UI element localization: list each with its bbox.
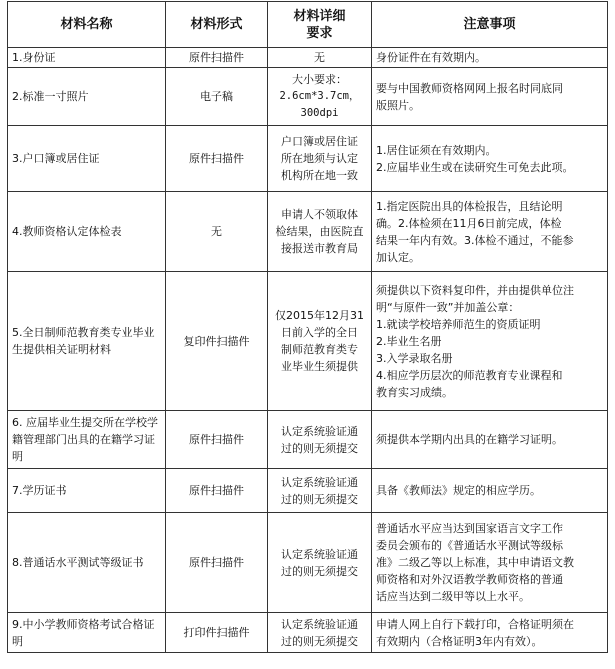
row-material-notes [372,68,608,126]
req-line: 日前入学的全日 [281,326,358,339]
table-row [8,513,608,613]
note-line: 1.指定医院出具的体检报告，且结论明 [376,199,563,213]
header-material-form: 材料形式 [166,2,268,48]
row-material-form: 打印件扫描件 [166,613,268,653]
req-line: 大小要求： [292,73,347,86]
table-row [8,48,608,68]
row-material-name: 8.普通话水平测试等级证书 [8,513,166,613]
row-material-notes [372,613,608,653]
row-material-notes [372,192,608,272]
table-row [8,192,608,272]
note-line: 2.毕业生名册 [376,334,442,348]
row-material-requirements [268,192,372,272]
note-line: 确。2.体检须在11月6日前完成，体检 [376,216,562,230]
req-line: 认定系统验证通 [281,424,358,438]
req-line: 认定系统验证通 [281,617,358,631]
row-material-requirements [268,126,372,192]
req-line: 过的则无须提交 [281,441,358,455]
note-line: 1.居住证须在有效期内。 [376,143,497,157]
row-material-requirements [268,411,372,469]
req-line: 机构所在地一致 [281,169,358,182]
note-line: 2.应届毕业生或在读研究生可免去此项。 [376,160,574,174]
table-row [8,272,608,411]
table-row [8,613,608,653]
note-line: 1.就读学校培养师范生的资质证明 [376,317,541,331]
note-line: 加认定。 [376,250,420,264]
row-material-name: 2.标准一寸照片 [8,68,166,126]
row-material-form: 原件扫描件 [166,48,268,68]
row-material-notes [372,126,608,192]
row-material-form: 原件扫描件 [166,411,268,469]
row-material-form: 电子稿 [166,68,268,126]
row-material-requirements [268,272,372,411]
req-line: 无 [314,51,325,64]
note-line: 话应当达到二级甲等以上水平。 [376,590,530,603]
header-material-requirements [268,2,372,48]
note-line: 普通话水平应当达到国家语言文字工作 [376,522,563,535]
note-line: 须提供本学期内出具的在籍学习证明。 [376,433,563,446]
row-material-notes [372,272,608,411]
header-material-name: 材料名称 [8,2,166,48]
table-header-row [8,2,608,48]
table-row [8,68,608,126]
req-line: 接报送市教育局 [281,242,358,255]
row-material-requirements [268,613,372,653]
note-line: 结果一年内有效。3.体检不通过，不能参 [376,233,574,247]
row-material-requirements [268,469,372,513]
req-line: 认定系统验证通 [281,475,358,489]
row-material-name: 4.教师资格认定体检表 [8,192,166,272]
note-line: 申请人网上自行下载打印，合格证明须在 [376,617,574,631]
table-row [8,126,608,192]
req-line: 所在地须与认定 [281,152,358,165]
header-notes: 注意事项 [372,2,608,48]
row-material-form: 原件扫描件 [166,126,268,192]
req-line: 仅2015年12月31 [275,309,364,322]
row-material-name: 6. 应届毕业生提交所在学校学籍管理部门出具的在籍学习证明 [8,411,166,469]
row-material-name: 3.户口簿或居住证 [8,126,166,192]
row-material-form: 复印件扫描件 [166,272,268,411]
row-material-name: 5.全日制师范教育类专业毕业生提供相关证明材料 [8,272,166,411]
table-row [8,469,608,513]
table-row [8,411,608,469]
row-material-form: 无 [166,192,268,272]
row-material-name: 9.中小学教师资格考试合格证明 [8,613,166,653]
req-line: 2.6cm*3.7cm， [279,90,360,102]
req-line: 制师范教育类专 [281,343,358,356]
note-line: 须提供以下资料复印件，并由提供单位注 [376,283,574,297]
req-line: 过的则无须提交 [281,564,358,578]
note-line: 身份证件在有效期内。 [376,51,486,64]
req-line: 户口簿或居住证 [281,135,358,148]
materials-table [7,1,608,653]
note-line: 3.入学录取名册 [376,351,453,365]
note-line: 版照片。 [376,98,420,112]
row-material-requirements [268,68,372,126]
row-material-requirements [268,48,372,68]
note-line: 要与中国教师资格网网上报名时同底同 [376,81,563,95]
note-line: 4.相应学历层次的师范教育专业课程和 [376,368,563,382]
row-material-name: 1.身份证 [8,48,166,68]
row-material-notes [372,469,608,513]
req-line: 过的则无须提交 [281,492,358,506]
row-material-requirements [268,513,372,613]
req-line: 业毕业生须提供 [281,360,358,373]
req-line: 过的则无须提交 [281,634,358,648]
row-material-notes [372,513,608,613]
header-req-line-2: 要求 [306,25,333,41]
header-req-line-1: 材料详细 [293,8,346,24]
req-line: 申请人不领取体 [281,208,358,221]
req-line: 300dpi [300,107,339,119]
row-material-notes [372,411,608,469]
row-material-name: 7.学历证书 [8,469,166,513]
row-material-form: 原件扫描件 [166,469,268,513]
row-material-form: 原件扫描件 [166,513,268,613]
note-line: 师资格和对外汉语教学教师资格的普通 [376,573,563,586]
req-line: 认定系统验证通 [281,547,358,561]
req-line: 检结果，由医院直 [275,225,364,238]
note-line: 明“与原件一致”并加盖公章： [376,300,520,314]
note-line: 准》二级乙等以上标准，其中申请语文教 [376,556,574,569]
note-line: 有效期内（合格证明3年内有效）。 [376,634,543,648]
note-line: 委员会颁布的《普通话水平测试等级标 [376,539,563,552]
row-material-notes [372,48,608,68]
note-line: 具备《教师法》规定的相应学历。 [376,484,541,497]
note-line: 教育实习成绩。 [376,385,453,399]
